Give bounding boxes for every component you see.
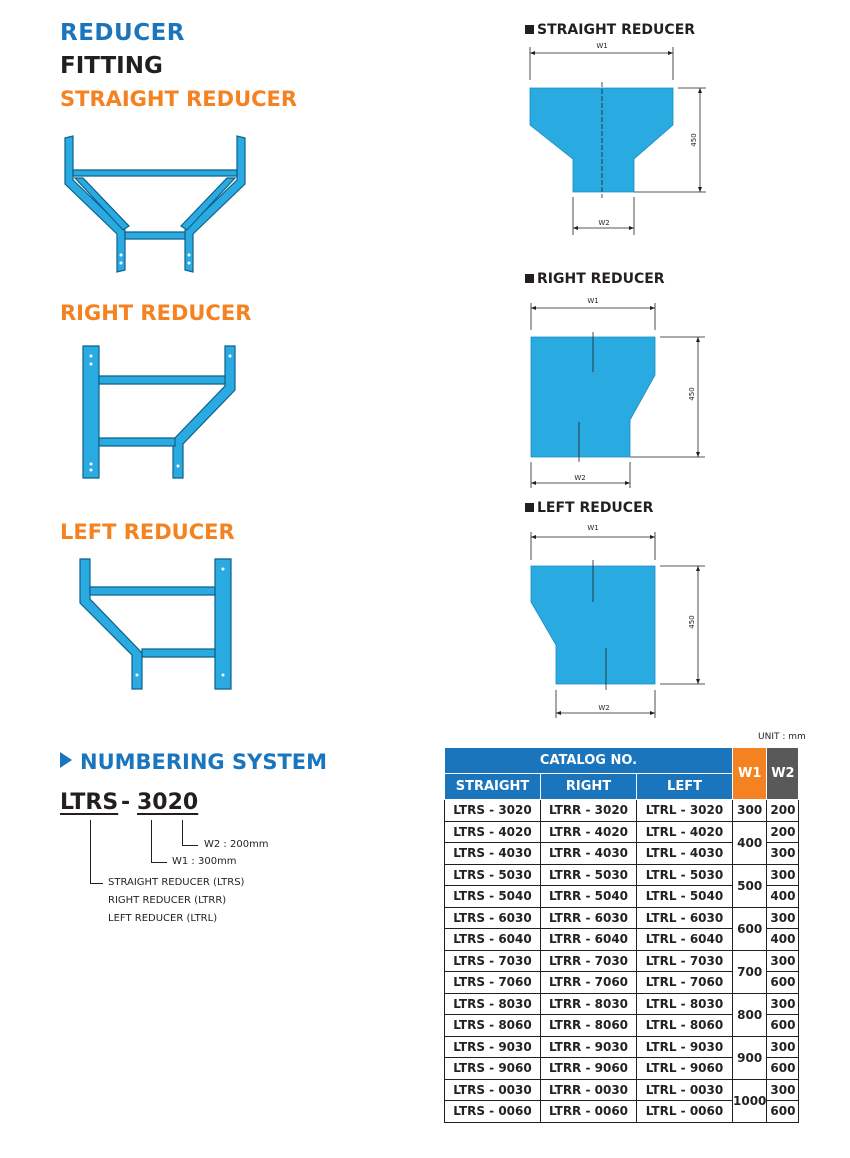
catalog-cell: LTRS - 3020 [445,800,541,822]
table-row [445,993,799,1015]
connector-line [151,862,167,863]
catalog-cell: LTRS - 0030 [445,1079,541,1101]
connector-line [90,820,91,883]
w2-cell: 600 [767,1058,799,1080]
catalog-cell: LTRR - 0030 [541,1079,637,1101]
left-reducer-illustration [75,555,245,695]
catalog-cell: LTRR - 6040 [541,929,637,951]
catalog-cell: LTRR - 8030 [541,993,637,1015]
w2-cell: 400 [767,929,799,951]
code-suffix: 3020 [137,790,199,815]
w1-cell: 800 [733,993,767,1036]
catalog-cell: LTRS - 6030 [445,907,541,929]
connector-line [182,820,183,845]
catalog-cell: LTRR - 9030 [541,1036,637,1058]
table-row [445,800,799,822]
catalog-cell: LTRL - 5040 [637,886,733,908]
catalog-cell: LTRL - 6030 [637,907,733,929]
table-row [445,821,799,843]
straight-reducer-illustration [55,130,265,280]
w2-header: W2 [767,748,799,800]
w2-note: W2 : 200mm [204,839,269,850]
w2-cell: 600 [767,1015,799,1037]
w2-cell: 300 [767,907,799,929]
code-dash: - [121,790,131,815]
catalog-cell: LTRL - 9030 [637,1036,733,1058]
catalog-cell: LTRR - 5040 [541,886,637,908]
right-reducer-illustration [75,340,245,485]
unit-label: UNIT : mm [758,732,806,742]
catalog-cell: LTRR - 0060 [541,1101,637,1123]
w2-cell: 200 [767,821,799,843]
table-row [445,907,799,929]
catalog-cell: LTRS - 4020 [445,821,541,843]
catalog-cell: LTRR - 8060 [541,1015,637,1037]
table-row [445,1079,799,1101]
catalog-cell: LTRS - 0060 [445,1101,541,1123]
catalog-cell: LTRL - 8060 [637,1015,733,1037]
catalog-cell: LTRS - 9030 [445,1036,541,1058]
w2-cell: 600 [767,972,799,994]
w1-label: W1 [596,42,608,50]
w2-cell: 600 [767,1101,799,1123]
connector-line [90,883,103,884]
catalog-cell: LTRR - 5030 [541,864,637,886]
catalog-cell: LTRS - 6040 [445,929,541,951]
w2-cell: 300 [767,843,799,865]
w1-cell: 700 [733,950,767,993]
connector-line [151,820,152,862]
catalog-cell: LTRR - 7030 [541,950,637,972]
type-left-note: LEFT REDUCER (LTRL) [108,913,218,924]
w2-cell: 400 [767,886,799,908]
code-prefix: LTRS [60,790,119,815]
height-label: 450 [688,615,696,629]
w2-cell: 300 [767,864,799,886]
table-row [445,1036,799,1058]
straight-reducer-diagram [520,35,720,245]
right-header: RIGHT [541,774,637,800]
height-label: 450 [688,387,696,401]
right-reducer-heading: RIGHT REDUCER [60,301,252,325]
catalog-cell: LTRS - 9060 [445,1058,541,1080]
type-straight-note: STRAIGHT REDUCER (LTRS) [108,877,245,888]
catalog-table [444,747,799,1123]
w2-label: W2 [598,219,610,227]
catalog-cell: LTRR - 3020 [541,800,637,822]
catalog-cell: LTRL - 0030 [637,1079,733,1101]
page-title: REDUCER [60,20,185,46]
w2-cell: 300 [767,993,799,1015]
catalog-cell: LTRL - 4020 [637,821,733,843]
catalog-cell: LTRL - 8030 [637,993,733,1015]
w1-cell: 600 [733,907,767,950]
catalog-cell: LTRL - 4030 [637,843,733,865]
numbering-system-heading: NUMBERING SYSTEM [60,750,327,774]
catalog-cell: LTRS - 8060 [445,1015,541,1037]
left-diagram-title: LEFT REDUCER [525,500,653,516]
type-right-note: RIGHT REDUCER (LTRR) [108,895,227,906]
catalog-cell: LTRS - 7030 [445,950,541,972]
catalog-cell: LTRL - 9060 [637,1058,733,1080]
left-header: LEFT [637,774,733,800]
catalog-cell: LTRL - 7060 [637,972,733,994]
straight-reducer-heading: STRAIGHT REDUCER [60,87,298,111]
catalog-cell: LTRL - 7030 [637,950,733,972]
catalog-cell: LTRL - 6040 [637,929,733,951]
catalog-cell: LTRR - 7060 [541,972,637,994]
w2-cell: 300 [767,950,799,972]
page-subtitle: FITTING [60,53,163,79]
right-diagram-title: RIGHT REDUCER [525,271,665,287]
connector-line [182,845,198,846]
catalog-cell: LTRL - 0060 [637,1101,733,1123]
catalog-cell: LTRS - 7060 [445,972,541,994]
w1-cell: 400 [733,821,767,864]
w2-label: W2 [574,474,586,482]
table-row [445,864,799,886]
w2-cell: 200 [767,800,799,822]
w2-cell: 300 [767,1079,799,1101]
straight-diagram-title: STRAIGHT REDUCER [525,22,695,38]
triangle-icon [60,752,72,768]
catalog-cell: LTRR - 4020 [541,821,637,843]
straight-header: STRAIGHT [445,774,541,800]
w1-note: W1 : 300mm [172,856,237,867]
catalog-cell: LTRR - 9060 [541,1058,637,1080]
w1-cell: 300 [733,800,767,822]
table-row [445,950,799,972]
catalog-cell: LTRR - 6030 [541,907,637,929]
w1-cell: 900 [733,1036,767,1079]
right-reducer-diagram [520,290,720,490]
catalog-cell: LTRS - 5030 [445,864,541,886]
left-reducer-heading: LEFT REDUCER [60,520,235,544]
catalog-cell: LTRS - 4030 [445,843,541,865]
w2-cell: 300 [767,1036,799,1058]
catalog-cell: LTRR - 4030 [541,843,637,865]
catalog-no-header: CATALOG NO. [445,748,733,774]
height-label: 450 [690,133,698,147]
w1-header: W1 [733,748,767,800]
w2-label: W2 [598,704,610,712]
catalog-cell: LTRS - 8030 [445,993,541,1015]
w1-label: W1 [587,297,599,305]
w1-cell: 1000 [733,1079,767,1122]
catalog-cell: LTRL - 3020 [637,800,733,822]
left-reducer-diagram [520,520,720,720]
catalog-cell: LTRS - 5040 [445,886,541,908]
catalog-cell: LTRL - 5030 [637,864,733,886]
w1-cell: 500 [733,864,767,907]
w1-label: W1 [587,524,599,532]
